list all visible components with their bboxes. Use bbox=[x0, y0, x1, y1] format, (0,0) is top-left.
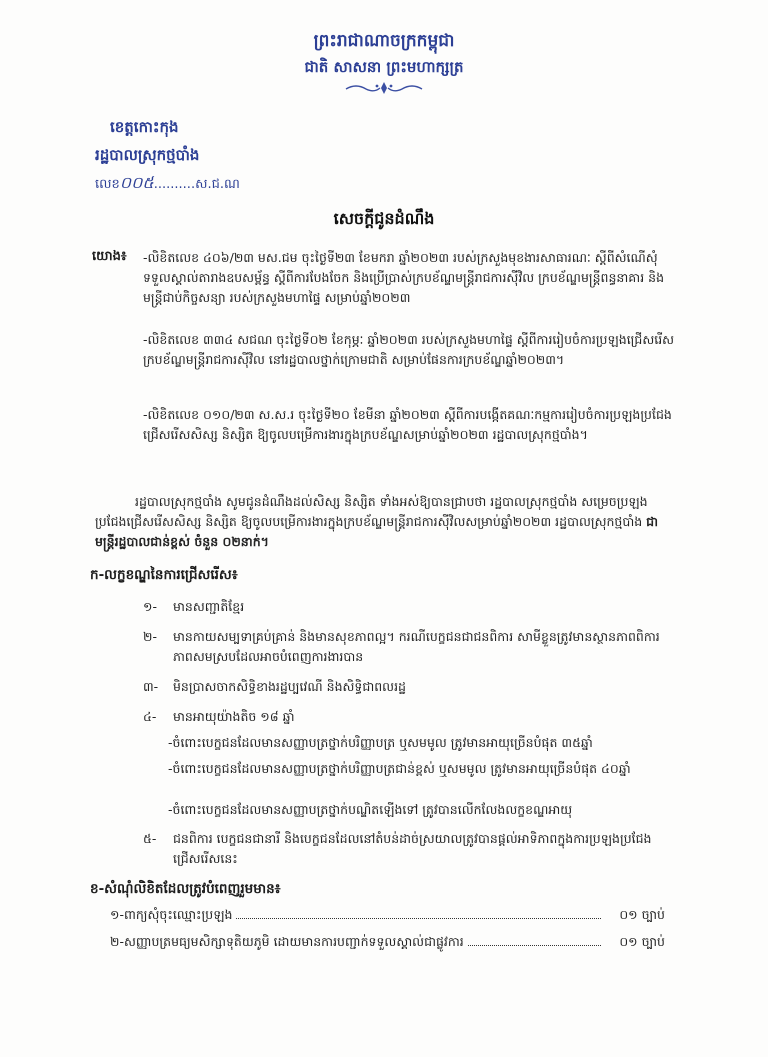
kingdom-heading: ព្រះរាជាណាចក្រកម្ពុជា bbox=[313, 31, 455, 51]
reference-item-1: -លិខិតលេខ ៤០៦/២៣ មស.ជម ចុះថ្ងៃទី២៣ ខែមករា ឆ្នាំ២០២៣ របស់ក្រសួងមុខងារសាធារណៈ ស្តីពីសំណើសុំទទួលស្គាល់តារាងឧបសម្ព័ន្ធ ស្តីពីការបែងចែក និងប្រើប្រាស់ក្របខ័ណ្ឌមន្ត្រីរាជការស៊ីវិល ក្របខ័ណ្ឌមន្ត្រីពន្ធនាគារ និងមន្ត្រីជាប់កិច្ចសន្យា របស់ក្រសួងមហាផ្ទៃ សម្រាប់ឆ្នាំ២០២៣ bbox=[143, 250, 665, 305]
reference-item-2: -លិខិតលេខ ៣៣៤ សជណ ចុះថ្ងៃទី០២ ខែកុម្ភៈ ឆ្នាំ២០២៣ របស់ក្រសួងមហាផ្ទៃ ស្តីពីការរៀបចំការប្រឡងជ្រើសរើសក្របខ័ណ្ឌមន្ត្រីរាជការស៊ីវិល នៅរដ្ឋបាលថ្នាក់ក្រោមជាតិ សម្រាប់ផែនការក្របខ័ណ្ឌឆ្នាំ២០២៣។ bbox=[143, 332, 675, 367]
age-sub-item: -ចំពោះបេក្ខជនដែលមានសញ្ញាបត្រថ្នាក់បរិញ្ញាបត្រ ឬសមមូល ត្រូវមានអាយុច្រើនបំផុត ៣៥ឆ្នាំ bbox=[168, 735, 593, 750]
document-title: សេចក្តីជូនដំណឹង bbox=[333, 209, 435, 228]
notice-paragraph bbox=[95, 492, 670, 552]
section-a-heading: ក-លក្ខខណ្ឌនៃការជ្រើសរើស៖ bbox=[90, 567, 238, 583]
notice-text: រដ្ឋបាលស្រុកថ្មបាំង សូមជូនដំណឹងដល់សិស្ស និស្សិត ទាំងអស់ឱ្យបានជ្រាបថា រដ្ឋបាលស្រុកថ្មបាំង សម្រេចប្រឡងប្រជែងជ្រើសរើសសិស្ស និស្សិត ឱ្យចូលបម្រើការងារក្នុងក្របខ័ណ្ឌមន្ត្រីរាជការស៊ីវិលសម្រាប់ឆ្នាំ២០២៣ រដ្ឋបាលស្រុកថ្មបាំង bbox=[95, 494, 648, 529]
leader-dots bbox=[468, 933, 601, 946]
ref-suffix: ស.ជ.ណ bbox=[195, 177, 240, 192]
criterion-number: ៤- bbox=[143, 709, 157, 724]
issuer-district: រដ្ឋបាលស្រុកថ្មបាំង bbox=[95, 146, 200, 164]
required-document-row bbox=[110, 905, 665, 925]
criterion-text: ជនពិការ បេក្ខជនជានារី និងបេក្ខជនដែលនៅតំបន់ដាច់ស្រយាលត្រូវបានផ្តល់អាទិភាពក្នុងការប្រឡងប្រជែងជ្រើសរើសនេះ bbox=[173, 831, 652, 866]
document-quantity: ០១ ច្បាប់ bbox=[619, 907, 665, 922]
ref-prefix: លេខ bbox=[95, 177, 120, 192]
criterion-number: ១- bbox=[143, 599, 157, 614]
age-sub-item: -ចំពោះបេក្ខជនដែលមានសញ្ញាបត្រថ្នាក់បរិញ្ញាបត្រជាន់ខ្ពស់ ឬសមមូល ត្រូវមានអាយុច្រើនបំផុត ៤០ឆ្នាំ bbox=[168, 761, 631, 776]
ref-dots: .......... bbox=[153, 177, 196, 192]
age-sub-item: -ចំពោះបេក្ខជនដែលមានសញ្ញាបត្រថ្នាក់បណ្ឌិតឡើងទៅ ត្រូវបានលើកលែងលក្ខខណ្ឌអាយុ bbox=[168, 802, 573, 817]
criterion-number: ២- bbox=[143, 629, 157, 644]
leader-dots bbox=[236, 906, 601, 919]
ornament-divider bbox=[0, 80, 768, 100]
issuer-province: ខេត្តកោះកុង bbox=[110, 118, 179, 136]
criterion-text: មិនប្រាសចាកសិទ្ធិខាងរដ្ឋប្បវេណី និងសិទ្ធិជាពលរដ្ឋ bbox=[173, 679, 406, 694]
criterion-text: មានអាយុយ៉ាងតិច ១៨ ឆ្នាំ bbox=[173, 709, 295, 724]
ornament-icon bbox=[344, 80, 424, 96]
references-label: យោង៖ bbox=[92, 249, 127, 264]
reference-number-line bbox=[95, 172, 240, 196]
required-document-row bbox=[110, 932, 665, 952]
reference-item-3: -លិខិតលេខ ០១០/២៣ ស.ស.រ ចុះថ្ងៃទី២០ ខែមីនា ឆ្នាំ២០២៣ ស្តីពីការបង្កើតគណៈកម្មការរៀបចំការប្រឡងប្រជែងជ្រើសរើសសិស្ស និស្សិត ឱ្យចូលបម្រើការងារក្នុងក្របខ័ណ្ឌសម្រាប់ឆ្នាំ២០២៣ រដ្ឋបាលស្រុកថ្មបាំង។ bbox=[143, 407, 672, 442]
document-quantity: ០១ ច្បាប់ bbox=[619, 934, 665, 949]
ref-number: ០០៥ bbox=[119, 173, 154, 192]
section-b-heading: ខ-សំណុំលិខិតដែលត្រូវបំពេញរួមមាន៖ bbox=[90, 881, 281, 897]
criterion-number: ៣- bbox=[143, 679, 159, 694]
criterion-text: មានសញ្ជាតិខ្មែរ bbox=[173, 599, 245, 614]
notice-highlight: ជាមន្ត្រីរដ្ឋបាលជាន់ខ្ពស់ ចំនួន ០២នាក់។ bbox=[95, 514, 659, 549]
document-label: ២-សញ្ញាបត្រមធ្យមសិក្សាទុតិយភូមិ ដោយមានការបញ្ជាក់ទទួលស្គាល់ជាផ្លូវការ bbox=[110, 934, 464, 949]
criterion-number: ៥- bbox=[143, 831, 157, 846]
national-motto: ជាតិ សាសនា ព្រះមហាក្សត្រ bbox=[304, 58, 464, 76]
criterion-text: មានកាយសម្បទាគ្រប់គ្រាន់ និងមានសុខភាពល្អ។ ករណីបេក្ខជនជាជនពិការ សាមីខ្លួនត្រូវមានស្ថានភាពពិការភាពសមស្របដែលអាចបំពេញការងារបាន bbox=[173, 629, 660, 664]
document-label: ១-ពាក្យសុំចុះឈ្មោះប្រឡង bbox=[110, 907, 233, 922]
